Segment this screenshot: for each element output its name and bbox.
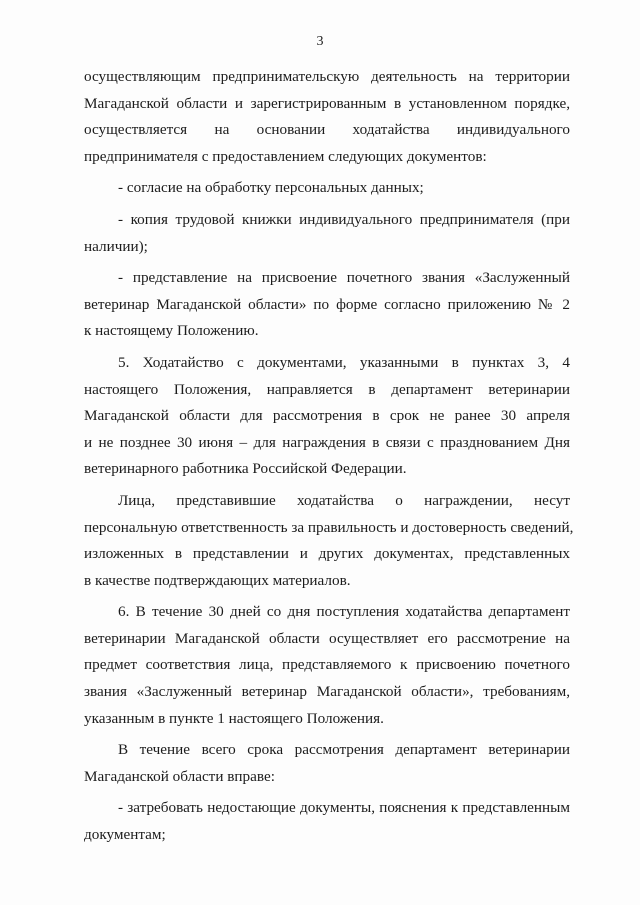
text-line: звания «Заслуженный ветеринар Магаданской области», требованиям, — [84, 683, 570, 701]
text-line: в качестве подтверждающих материалов. — [84, 571, 351, 589]
document-body — [84, 64, 574, 849]
page-number: 3 — [316, 34, 324, 49]
text-line: осуществляется на основании ходатайства индивидуального — [84, 121, 570, 139]
text-line: настоящего Положения, направляется в департамент ветеринарии — [84, 380, 570, 398]
text-line: Магаданской области для рассмотрения в срок не ранее 30 апреля — [84, 407, 570, 425]
text-line: В течение всего срока рассмотрения департамент ветеринарии — [118, 741, 570, 759]
text-line: - согласие на обработку персональных данных; — [118, 179, 424, 197]
text-line: наличии); — [84, 237, 148, 255]
text-line: указанным в пункте 1 настоящего Положения. — [84, 709, 384, 727]
text-line: Магаданской области и зарегистрированным в установленном порядке, — [84, 94, 570, 112]
text-line: ветеринарного работника Российской Федерации. — [84, 460, 407, 478]
text-line: - представление на присвоение почетного звания «Заслуженный — [118, 269, 570, 287]
text-line: Магаданской области вправе: — [84, 767, 275, 785]
text-line: ветеринарии Магаданской области осуществляет его рассмотрение на — [84, 629, 570, 647]
text-line: изложенных в представлении и других документах, представленных — [84, 545, 570, 563]
text-line: Лица, представившие ходатайства о награждении, несут — [118, 491, 570, 509]
text-line: 6. В течение 30 дней со дня поступления ходатайства департамент — [118, 603, 570, 621]
text-line: предмет соответствия лица, представляемого к присвоению почетного — [84, 656, 570, 674]
text-line: предпринимателя с предоставлением следующих документов: — [84, 147, 487, 165]
text-line: к настоящему Положению. — [84, 322, 259, 340]
text-line: персональную ответственность за правильность и достоверность сведений, — [84, 518, 574, 536]
text-line: осуществляющим предпринимательскую деятельность на территории — [84, 68, 570, 85]
text-line: - копия трудовой книжки индивидуального предпринимателя (при — [118, 210, 570, 228]
text-line: документам; — [84, 826, 166, 844]
text-line: ветеринар Магаданской области» по форме согласно приложению № 2 — [84, 295, 570, 313]
text-line: и не позднее 30 июня – для награждения в связи с празднованием Дня — [84, 433, 570, 451]
text-line: 5. Ходатайство с документами, указанными в пунктах 3, 4 — [118, 353, 570, 371]
text-line: - затребовать недостающие документы, пояснения к представленным — [118, 799, 570, 817]
